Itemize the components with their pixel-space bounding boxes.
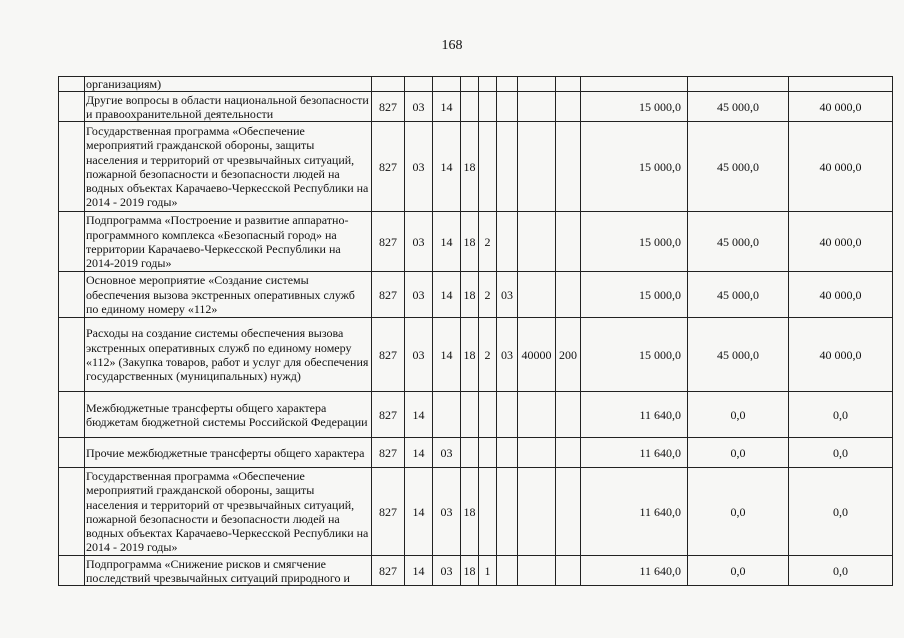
amount-cell-v1: 11 640,0 [581, 556, 688, 586]
code-cell-c5 [479, 77, 497, 92]
amount-cell-v1: 15 000,0 [581, 122, 688, 212]
code-cell-c4: 18 [461, 556, 479, 586]
amount-cell-v2: 45 000,0 [688, 92, 789, 122]
amount-cell-v3: 0,0 [789, 468, 893, 556]
code-cell-c7 [518, 392, 556, 438]
amount-cell-v2: 0,0 [688, 468, 789, 556]
row-number-cell [59, 556, 85, 586]
amount-cell-v3: 40 000,0 [789, 92, 893, 122]
code-cell-c6 [497, 212, 518, 272]
table-row [59, 556, 893, 586]
table-row [59, 272, 893, 318]
code-cell-c3: 03 [433, 468, 461, 556]
code-cell-c6 [497, 92, 518, 122]
amount-cell-v3: 40 000,0 [789, 272, 893, 318]
item-name-cell: Подпрограмма «Снижение рисков и смягчение последствий чрезвычайных ситуаций природного и [85, 556, 372, 586]
code-cell-c3: 14 [433, 92, 461, 122]
code-cell-c4 [461, 438, 479, 468]
code-cell-c2 [405, 77, 433, 92]
item-name-cell: Межбюджетные трансферты общего характера бюджетам бюджетной системы Российской Федерации [85, 392, 372, 438]
code-cell-c1: 827 [372, 438, 405, 468]
code-cell-c3: 14 [433, 212, 461, 272]
table-row [59, 468, 893, 556]
code-cell-c1: 827 [372, 468, 405, 556]
code-cell-c2: 14 [405, 468, 433, 556]
code-cell-c2: 14 [405, 438, 433, 468]
code-cell-c5: 2 [479, 272, 497, 318]
code-cell-c5: 1 [479, 556, 497, 586]
code-cell-c8 [556, 77, 581, 92]
table-row [59, 92, 893, 122]
code-cell-c7 [518, 556, 556, 586]
item-name-cell: Государственная программа «Обеспечение мероприятий гражданской обороны, защиты населения и территорий от чрезвычайных ситуаций, пожарной безопасности и безопасности людей на водных объектах Карачаево-Черкесской Республики на 2014 - 2019 годы» [85, 122, 372, 212]
row-number-cell [59, 272, 85, 318]
code-cell-c7 [518, 272, 556, 318]
code-cell-c5: 2 [479, 318, 497, 392]
code-cell-c5 [479, 392, 497, 438]
amount-cell-v1: 11 640,0 [581, 392, 688, 438]
item-name-cell: Государственная программа «Обеспечение мероприятий гражданской обороны, защиты населения и территорий от чрезвычайных ситуаций, пожарной безопасности и безопасности людей на водных объектах Карачаево-Черкесской Республики на 2014 - 2019 годы» [85, 468, 372, 556]
item-name-cell: Расходы на создание системы обеспечения вызова экстренных оперативных служб по единому номеру «112» (Закупка товаров, работ и услуг для обеспечения государственных (муниципальных) нужд) [85, 318, 372, 392]
amount-cell-v1: 11 640,0 [581, 468, 688, 556]
item-name-cell: Другие вопросы в области национальной безопасности и правоохранительной деятельности [85, 92, 372, 122]
code-cell-c8: 200 [556, 318, 581, 392]
code-cell-c8 [556, 122, 581, 212]
code-cell-c2: 03 [405, 212, 433, 272]
code-cell-c7 [518, 212, 556, 272]
table-row [59, 122, 893, 212]
code-cell-c7 [518, 468, 556, 556]
code-cell-c1: 827 [372, 122, 405, 212]
amount-cell-v2: 0,0 [688, 556, 789, 586]
item-name-cell: Основное мероприятие «Создание системы обеспечения вызова экстренных оперативных служб по единому номеру «112» [85, 272, 372, 318]
row-number-cell [59, 438, 85, 468]
code-cell-c4: 18 [461, 468, 479, 556]
code-cell-c7 [518, 77, 556, 92]
code-cell-c1: 827 [372, 392, 405, 438]
code-cell-c3: 14 [433, 272, 461, 318]
amount-cell-v3: 40 000,0 [789, 212, 893, 272]
code-cell-c5 [479, 92, 497, 122]
page-number: 168 [441, 38, 463, 53]
code-cell-c8 [556, 468, 581, 556]
code-cell-c8 [556, 212, 581, 272]
code-cell-c6 [497, 122, 518, 212]
amount-cell-v2: 45 000,0 [688, 272, 789, 318]
code-cell-c3: 14 [433, 318, 461, 392]
code-cell-c2: 03 [405, 318, 433, 392]
code-cell-c4 [461, 92, 479, 122]
code-cell-c1: 827 [372, 556, 405, 586]
code-cell-c1: 827 [372, 92, 405, 122]
code-cell-c3: 03 [433, 556, 461, 586]
code-cell-c8 [556, 92, 581, 122]
code-cell-c2: 14 [405, 392, 433, 438]
row-number-cell [59, 122, 85, 212]
code-cell-c2: 03 [405, 272, 433, 318]
amount-cell-v2: 45 000,0 [688, 122, 789, 212]
code-cell-c3: 14 [433, 122, 461, 212]
row-number-cell [59, 77, 85, 92]
item-name-cell: организациям) [85, 77, 372, 92]
code-cell-c5: 2 [479, 212, 497, 272]
code-cell-c2: 14 [405, 556, 433, 586]
code-cell-c1: 827 [372, 318, 405, 392]
code-cell-c1 [372, 77, 405, 92]
amount-cell-v1 [581, 77, 688, 92]
item-name-cell: Прочие межбюджетные трансферты общего характера [85, 438, 372, 468]
row-number-cell [59, 318, 85, 392]
code-cell-c3 [433, 77, 461, 92]
code-cell-c7 [518, 122, 556, 212]
table-row [59, 392, 893, 438]
code-cell-c4: 18 [461, 122, 479, 212]
amount-cell-v3 [789, 77, 893, 92]
code-cell-c5 [479, 468, 497, 556]
code-cell-c4 [461, 77, 479, 92]
amount-cell-v3: 0,0 [789, 438, 893, 468]
code-cell-c8 [556, 556, 581, 586]
amount-cell-v3: 0,0 [789, 392, 893, 438]
budget-table [58, 76, 893, 586]
code-cell-c2: 03 [405, 92, 433, 122]
amount-cell-v2: 45 000,0 [688, 212, 789, 272]
code-cell-c6 [497, 392, 518, 438]
code-cell-c8 [556, 438, 581, 468]
code-cell-c4: 18 [461, 272, 479, 318]
code-cell-c6: 03 [497, 272, 518, 318]
amount-cell-v3: 40 000,0 [789, 318, 893, 392]
code-cell-c4: 18 [461, 212, 479, 272]
table-row [59, 438, 893, 468]
code-cell-c5 [479, 438, 497, 468]
amount-cell-v2: 45 000,0 [688, 318, 789, 392]
row-number-cell [59, 212, 85, 272]
amount-cell-v2: 0,0 [688, 392, 789, 438]
code-cell-c4: 18 [461, 318, 479, 392]
code-cell-c8 [556, 272, 581, 318]
table-row [59, 212, 893, 272]
row-number-cell [59, 392, 85, 438]
code-cell-c4 [461, 392, 479, 438]
amount-cell-v1: 15 000,0 [581, 92, 688, 122]
code-cell-c1: 827 [372, 212, 405, 272]
code-cell-c2: 03 [405, 122, 433, 212]
table-row [59, 318, 893, 392]
code-cell-c3: 03 [433, 438, 461, 468]
amount-cell-v1: 11 640,0 [581, 438, 688, 468]
code-cell-c6: 03 [497, 318, 518, 392]
code-cell-c6 [497, 77, 518, 92]
row-number-cell [59, 468, 85, 556]
code-cell-c3 [433, 392, 461, 438]
code-cell-c7 [518, 438, 556, 468]
amount-cell-v3: 0,0 [789, 556, 893, 586]
row-number-cell [59, 92, 85, 122]
amount-cell-v2 [688, 77, 789, 92]
code-cell-c5 [479, 122, 497, 212]
amount-cell-v2: 0,0 [688, 438, 789, 468]
table-row [59, 77, 893, 92]
code-cell-c1: 827 [372, 272, 405, 318]
amount-cell-v1: 15 000,0 [581, 212, 688, 272]
code-cell-c7: 40000 [518, 318, 556, 392]
item-name-cell: Подпрограмма «Построение и развитие аппаратно-программного комплекса «Безопасный город» на территории Карачаево-Черкесской Республики на 2014-2019 годы» [85, 212, 372, 272]
amount-cell-v1: 15 000,0 [581, 272, 688, 318]
amount-cell-v3: 40 000,0 [789, 122, 893, 212]
code-cell-c7 [518, 92, 556, 122]
code-cell-c8 [556, 392, 581, 438]
code-cell-c6 [497, 468, 518, 556]
code-cell-c6 [497, 438, 518, 468]
code-cell-c6 [497, 556, 518, 586]
amount-cell-v1: 15 000,0 [581, 318, 688, 392]
